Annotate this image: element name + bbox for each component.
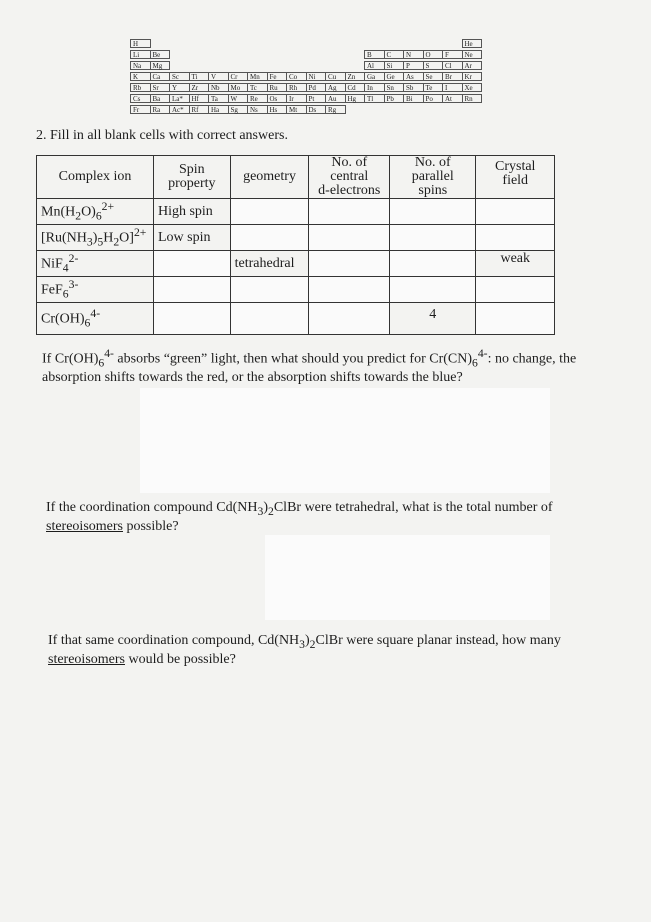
parallel-spins-cell: 4 xyxy=(390,303,476,335)
parallel-spins-cell[interactable] xyxy=(390,225,476,251)
header-complex-ion: Complex ion xyxy=(37,156,154,199)
element-cell: Nb xyxy=(208,83,229,92)
element-cell: Cr xyxy=(228,72,249,81)
element-cell: Rb xyxy=(130,83,151,92)
table-row xyxy=(37,251,555,277)
crystal-field-cell[interactable] xyxy=(476,303,555,335)
element-cell: Ti xyxy=(189,72,210,81)
element-cell: Rg xyxy=(325,105,346,114)
question-square-planar: If that same coordination compound, $Cd(NH_3)_2ClBr$ were square planar instead, how many stereoisomers would be possible? xyxy=(48,633,561,667)
element-cell: Os xyxy=(267,94,288,103)
element-cell: Rn xyxy=(462,94,483,103)
element-cell: Hg xyxy=(345,94,366,103)
element-cell: Bi xyxy=(403,94,424,103)
geometry-cell[interactable] xyxy=(230,303,309,335)
geometry-cell[interactable] xyxy=(230,199,309,225)
crystal-field-cell[interactable] xyxy=(476,225,555,251)
element-cell: Mn xyxy=(247,72,268,81)
element-cell: O xyxy=(423,50,444,59)
geometry-cell[interactable] xyxy=(230,225,309,251)
element-cell: In xyxy=(364,83,385,92)
element-cell: Sb xyxy=(403,83,424,92)
ion-cell: $Cr(OH)_6^{4-}$ xyxy=(37,303,154,335)
element-cell: Ru xyxy=(267,83,288,92)
central-d-cell[interactable] xyxy=(309,303,390,335)
section-title: 2. Fill in all blank cells with correct answers. xyxy=(36,128,288,143)
element-cell: Sg xyxy=(228,105,249,114)
spin-cell: High spin xyxy=(153,199,230,225)
element-cell: Fr xyxy=(130,105,151,114)
ion-cell: NiF$_4^{2-}$ xyxy=(37,251,154,277)
element-cell: Si xyxy=(384,61,405,70)
element-cell: Ha xyxy=(208,105,229,114)
table-row xyxy=(37,303,555,335)
table-row xyxy=(37,199,555,225)
central-d-cell[interactable] xyxy=(309,225,390,251)
parallel-spins-cell[interactable] xyxy=(390,277,476,303)
element-cell: Rf xyxy=(189,105,210,114)
element-cell: Ra xyxy=(150,105,171,114)
element-cell: Al xyxy=(364,61,385,70)
element-cell: Ta xyxy=(208,94,229,103)
element-cell: Ar xyxy=(462,61,483,70)
element-cell: Pd xyxy=(306,83,327,92)
element-cell: Rh xyxy=(286,83,307,92)
element-cell: Sr xyxy=(150,83,171,92)
element-cell: Ca xyxy=(150,72,171,81)
element-cell: Ga xyxy=(364,72,385,81)
element-cell: Li xyxy=(130,50,151,59)
header-parallel-spins: No. of parallel spins xyxy=(390,156,476,199)
header-crystal-field: Crystal field xyxy=(476,156,555,199)
element-cell: Tl xyxy=(364,94,385,103)
header-geometry: geometry xyxy=(230,156,309,199)
answer-area-tetrahedral[interactable] xyxy=(265,535,550,620)
element-cell: Ne xyxy=(462,50,483,59)
geometry-cell: tetrahedral xyxy=(230,251,309,277)
header-central-d-electrons: No. of central d-electrons xyxy=(309,156,390,199)
crystal-field-cell[interactable] xyxy=(476,199,555,225)
element-cell: Fe xyxy=(267,72,288,81)
element-cell: W xyxy=(228,94,249,103)
element-cell: Hs xyxy=(267,105,288,114)
geometry-cell[interactable] xyxy=(230,277,309,303)
element-cell: Ac* xyxy=(169,105,190,114)
element-cell: Ni xyxy=(306,72,327,81)
element-cell: Re xyxy=(247,94,268,103)
table-row xyxy=(37,277,555,303)
central-d-cell[interactable] xyxy=(309,277,390,303)
element-cell: Co xyxy=(286,72,307,81)
element-cell: La* xyxy=(169,94,190,103)
central-d-cell[interactable] xyxy=(309,251,390,277)
parallel-spins-cell[interactable] xyxy=(390,251,476,277)
element-cell: Ba xyxy=(150,94,171,103)
element-cell: Cl xyxy=(442,61,463,70)
spin-cell[interactable] xyxy=(153,251,230,277)
element-cell: F xyxy=(442,50,463,59)
element-cell: Zr xyxy=(189,83,210,92)
element-cell: Cu xyxy=(325,72,346,81)
spin-cell[interactable] xyxy=(153,303,230,335)
element-cell: Cs xyxy=(130,94,151,103)
element-cell: Cd xyxy=(345,83,366,92)
element-cell: Zn xyxy=(345,72,366,81)
element-cell: Ir xyxy=(286,94,307,103)
element-cell: Pt xyxy=(306,94,327,103)
element-cell: Ns xyxy=(247,105,268,114)
element-cell: H xyxy=(130,39,151,48)
element-cell: Ag xyxy=(325,83,346,92)
question-tetrahedral: If the coordination compound $Cd(NH_3)_2ClBr$ were tetrahedral, what is the total number of stereoisomers possible? xyxy=(46,500,553,534)
element-cell: Ds xyxy=(306,105,327,114)
element-cell: Na xyxy=(130,61,151,70)
central-d-cell[interactable] xyxy=(309,199,390,225)
element-cell: Be xyxy=(150,50,171,59)
ion-cell: $Mn(H_2O)_6^{2+}$ xyxy=(37,199,154,225)
element-cell: Te xyxy=(423,83,444,92)
element-cell: Tc xyxy=(247,83,268,92)
element-cell: B xyxy=(364,50,385,59)
element-cell: Mg xyxy=(150,61,171,70)
element-cell: Y xyxy=(169,83,190,92)
periodic-table xyxy=(130,31,503,141)
table-row xyxy=(37,225,555,251)
element-cell: Au xyxy=(325,94,346,103)
element-cell: S xyxy=(423,61,444,70)
complex-ion-table xyxy=(36,155,555,335)
element-cell: Kr xyxy=(462,72,483,81)
element-cell: Br xyxy=(442,72,463,81)
element-cell: Mo xyxy=(228,83,249,92)
element-cell: Mt xyxy=(286,105,307,114)
element-cell: Sc xyxy=(169,72,190,81)
element-cell: C xyxy=(384,50,405,59)
parallel-spins-cell[interactable] xyxy=(390,199,476,225)
element-cell: Se xyxy=(423,72,444,81)
element-cell: Ge xyxy=(384,72,405,81)
element-cell: Xe xyxy=(462,83,483,92)
crystal-field-cell: weak xyxy=(476,251,555,277)
element-cell: As xyxy=(403,72,424,81)
crystal-field-cell[interactable] xyxy=(476,277,555,303)
element-cell: Sn xyxy=(384,83,405,92)
ion-cell: FeF$_6^{3-}$ xyxy=(37,277,154,303)
question-absorption: If $Cr(OH)_6^{4-}$ absorbs “green” light, then what should you predict for $Cr(CN)_6^{4-}$: no change, the absorption shifts towards the red, or the absorption shifts towards the blue? xyxy=(42,347,577,386)
element-cell: He xyxy=(462,39,483,48)
element-cell: N xyxy=(403,50,424,59)
element-cell: I xyxy=(442,83,463,92)
element-cell: Po xyxy=(423,94,444,103)
spin-cell[interactable] xyxy=(153,277,230,303)
table-header-row xyxy=(37,156,555,199)
element-cell: P xyxy=(403,61,424,70)
spin-cell: Low spin xyxy=(153,225,230,251)
answer-area-absorption[interactable] xyxy=(140,388,550,493)
element-cell: Hf xyxy=(189,94,210,103)
element-cell: At xyxy=(442,94,463,103)
ion-cell: $[Ru(NH_3)_5H_2O]^{2+}$ xyxy=(37,225,154,251)
element-cell: Pb xyxy=(384,94,405,103)
element-cell: K xyxy=(130,72,151,81)
element-cell: V xyxy=(208,72,229,81)
header-spin-property: Spin property xyxy=(153,156,230,199)
